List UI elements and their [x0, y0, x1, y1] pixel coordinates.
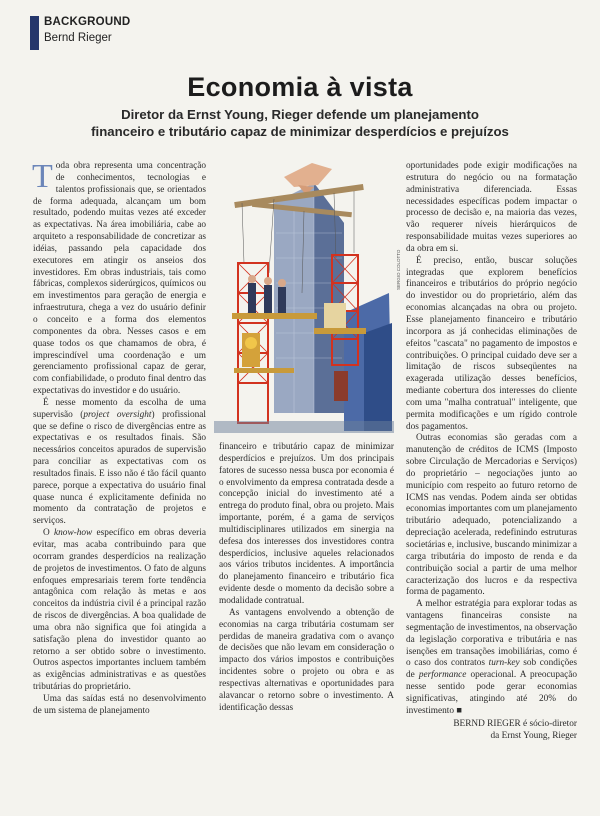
paragraph-text: O — [43, 528, 55, 539]
article-column-2 — [219, 442, 394, 762]
author-bio — [406, 718, 577, 742]
italic-term: turn-key — [488, 658, 520, 669]
article-column-3 — [406, 161, 577, 801]
end-of-article-mark: ■ — [456, 705, 462, 716]
paragraph — [33, 398, 206, 528]
drop-cap: T — [32, 158, 53, 195]
paragraph: As vantagens envolvendo a obtenção de economias na carga tributária costumam ser perdidas de maneira gradativa com o avanço de decisões que não levam em consideração o impacto dos vários impostos e contribuições incidentes sobre o projeto ou obra e as respectivas alternativas e oportunidades para alavancar o retorno sobre o investimento. A identificação dessas — [219, 607, 394, 713]
paragraph-text: ) profissional que se define o risco de divergências entre as expectativas e os resultados finais. São necessários conceitos apurados de supervisão para conciliar as expectativas com os resultados finais. E isso não é tão fácil quanto parece, porque a expectativa do usuário final quase nunca é explicitamente definida no momento da contratação de projetos e serviços. — [33, 409, 206, 527]
paragraph — [33, 528, 206, 694]
paragraph: Uma das saídas está no desenvolvimento de um sistema de planejamento — [33, 693, 206, 716]
section-marker-bar — [30, 16, 39, 50]
article-column-1 — [32, 158, 206, 761]
paragraph-text: operacional. A preocupação nesse sentido pode gerar economias significativas, atingindo até 20% do investimento — [406, 670, 577, 716]
italic-term: project oversight — [83, 409, 152, 420]
paragraph — [32, 158, 206, 398]
column-author: Bernd Rieger — [44, 32, 112, 44]
illustration-credit: SERGIO COLOTTO — [396, 249, 401, 290]
paragraph: oportunidades pode exigir modificações na estrutura do negócio ou na formatação administrativa diferenciada. Essas necessidades específicas podem impactar o processo de decisão e, na maioria das vezes, vão requerer níveis hierárquicos de responsabilidade muitas vezes superiores ao da obra em si. — [406, 161, 577, 254]
article-title: Economia à vista — [187, 72, 413, 102]
paragraph-text: sob condições de — [406, 658, 577, 681]
article-subtitle: Diretor da Ernst Young, Rieger defende um planejamento financeiro e tributário capaz de minimizar desperdícios e prejuízos — [91, 107, 509, 139]
hand-puppet-construction-scaffold-illustration — [214, 163, 394, 433]
section-label: BACKGROUND — [44, 16, 131, 28]
paragraph — [406, 599, 577, 717]
paragraph-text: A melhor estratégia para explorar todas as vantagens financeiras consiste na segmentação de investimentos, na observação da legislação corporativa e tributária e nas isenções em transações imobiliárias, como é o caso dos contratos — [406, 599, 577, 669]
paragraph: financeiro e tributário capaz de minimizar desperdícios e prejuízos. Um dos principais fatores de sucesso nessa busca por economia é o envolvimento da empresa contratada desde a concepção inicial do investimento até a entrega do produto final, obra ou projeto. Mais importante, porém, é a gama de serviços multidisciplinares utilizados em sinergia na defesa dos interesses dos investidores contra desperdícios, inclusive aqueles relacionados aos vários tributos incidentes. A importância do planejamento financeiro e tributário fica evidente desde o momento da decisão sobre a modalidade contratual. — [219, 442, 394, 606]
paragraph-text: É nesse momento da escolha de uma supervisão ( — [33, 397, 206, 420]
paragraph: Outras economias são geradas com a manutenção de créditos de ICMS (Imposto sobre Circulação de Mercadorias e Serviços) do proprietário – negociações junto ao município com respeito ao futuro retorno de ICMS nas vendas. Podem ainda ser obtidas economias importantes com um planejamento tributário adequado, potencializando a depreciação acelerada, redefinindo estruturas societárias e, inclusive, buscando minimizar a carga tributária do imposto de renda e da contribuição social a partir de uma melhor caracterização dos lucros e da respectiva forma de pagamento. — [406, 433, 577, 598]
paragraph-text: específico em obras deveria evitar, mas acaba contribuindo para que ocorram grandes desperdícios na realização de projetos de investimentos. O fato de alguns enfoques empresariais terem forte tendência antagônica com relação às metas e aos conceitos da indústria civil é a principal razão de riscos de divergências. A boa qualidade de uma obra não significa que foi atingida a satisfação plena do investidor quanto ao retorno a ser obtido sobre o investimento. Outros aspectos importantes incluem também as exigências administrativas e as questões tributárias do proprietário. — [33, 528, 206, 693]
italic-term: know-how — [54, 528, 93, 539]
author-bio-line-1: BERND RIEGER é sócio-diretor — [453, 718, 577, 729]
author-bio-line-2: da Ernst Young, Rieger — [490, 730, 577, 741]
paragraph-text: oda obra representa uma concentração de conhecimentos, tecnologias e talentos profissionais que, se orientados de forma adequada, alcançam um bom resultado, podendo muitas vezes até exceder as expectativas. Na área imobiliária, cabe ao arquiteto a responsabilidade de concretizar as idéias, passando pela capacidade dos executores em atingir os anseios dos investidores. Em obras industriais, tais como fábricas, complexos siderúrgicos, químicos ou em investimentos para geração de energia e infraestrutura, chega a vez do usuário definir o conceito e a forma dos elementos componentes da obra. Nesses casos e em quase todos os que chamamos de obra, é imprescindível uma coordenação e um gerenciamento profissional capaz de gerar, com confiabilidade, o produto final dentro das expectativas do investidor e do usuário. — [33, 161, 206, 397]
paragraph: É preciso, então, buscar soluções integradas que explorem benefícios financeiros e tributários do próprio negócio do investidor ou do proprietário, além das economias alcançadas na obra ou projeto. Esse planejamento financeiro e tributário incorpora as já conhecidas eliminações de efeitos "cascata" no pagamento de impostos e contribuições. O principal cuidado deve ser a limitação de riscos subseqüentes na exagerada utilização desses benefícios, mediante cobertura dos interesses do cliente com uma "malha contratual" inteligente, que permita modificações e um rígido controle dos pagamentos. — [406, 255, 577, 432]
italic-term: performance — [418, 670, 467, 681]
